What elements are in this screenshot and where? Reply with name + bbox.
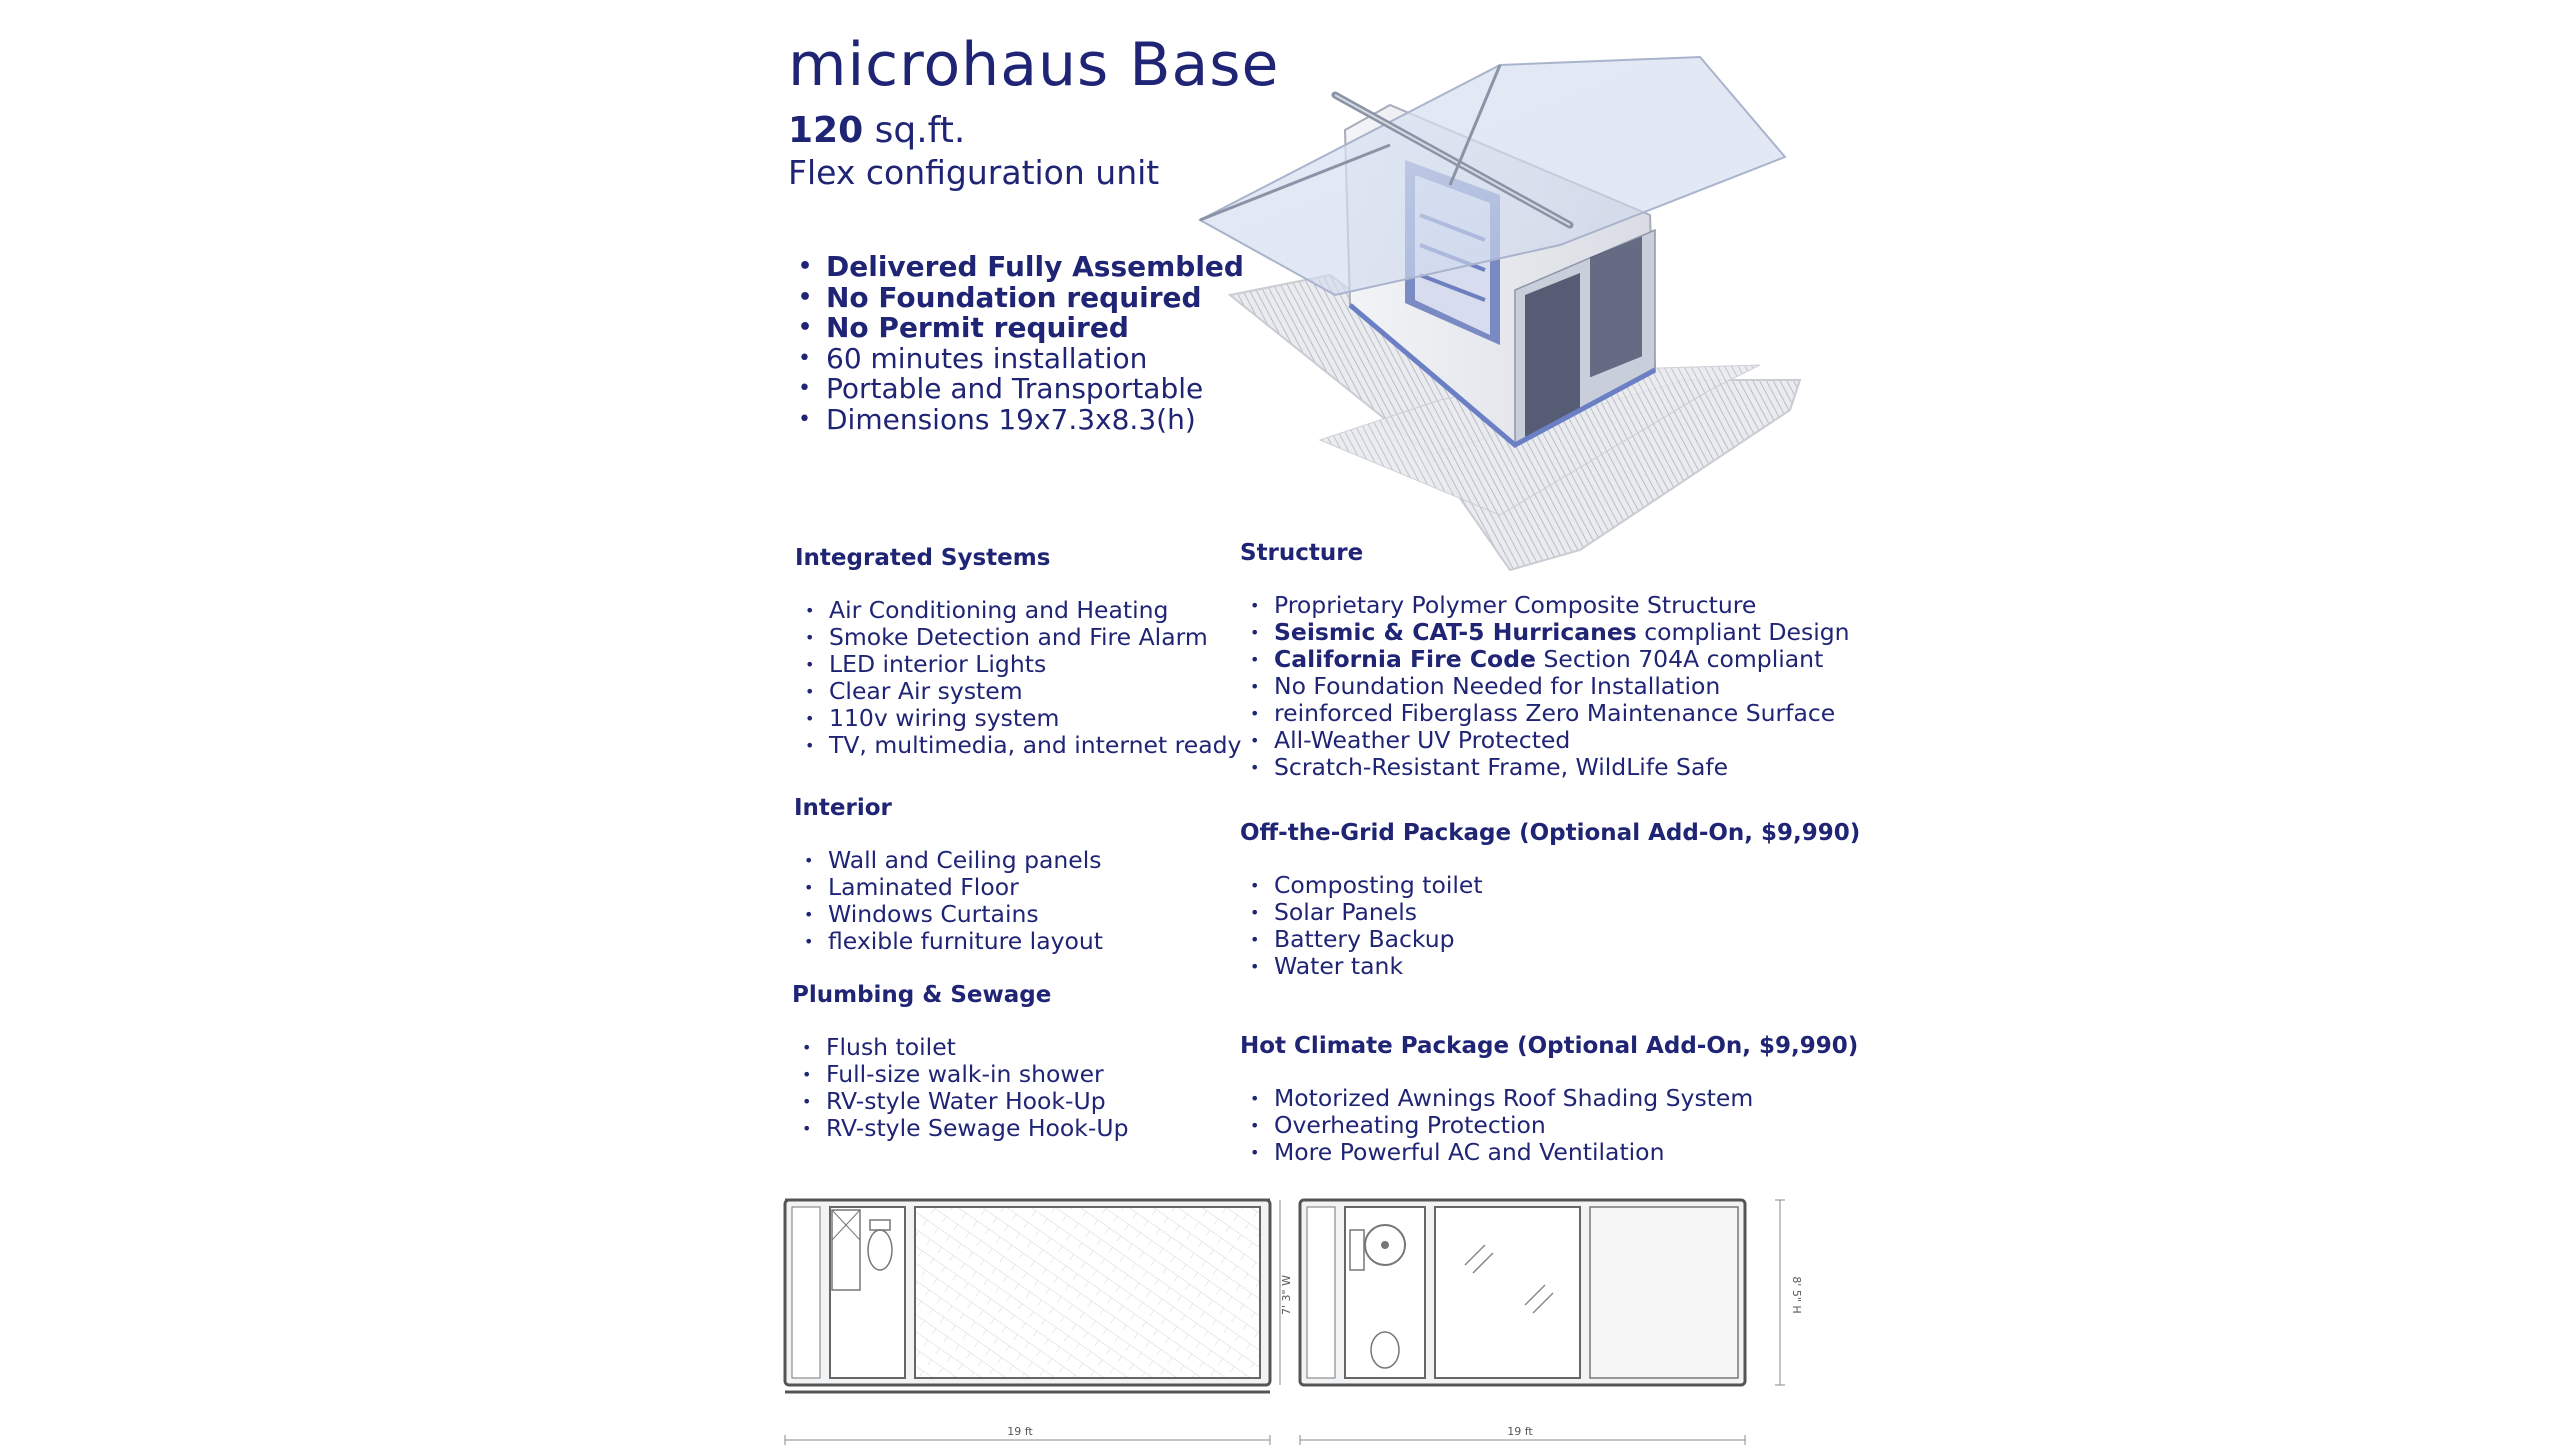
list-item: • Full-size walk-in shower xyxy=(802,1061,1129,1088)
highlight-item: • 60 minutes installation xyxy=(798,344,1244,375)
highlight-item: • No Foundation required xyxy=(798,283,1244,314)
product-subtitle: Flex configuration unit xyxy=(788,153,1160,192)
highlight-item: • No Permit required xyxy=(798,313,1244,344)
highlights-list xyxy=(798,252,1244,435)
section-heading: Plumbing & Sewage xyxy=(792,982,1052,1008)
list-item: • Flush toilet xyxy=(802,1034,1129,1061)
list-item: • LED interior Lights xyxy=(805,651,1241,678)
list-item: • reinforced Fiberglass Zero Maintenance Surface xyxy=(1250,700,1850,727)
list-item: • Proprietary Polymer Composite Structure xyxy=(1250,592,1850,619)
list-item: • 110v wiring system xyxy=(805,705,1241,732)
list-item: • Smoke Detection and Fire Alarm xyxy=(805,624,1241,651)
structure-section xyxy=(1240,540,1850,781)
unit-rendering xyxy=(1200,45,1800,580)
section-heading: Off-the-Grid Package (Optional Add-On, $9,990) xyxy=(1240,820,1861,846)
section-heading: Interior xyxy=(794,795,892,821)
list-item: • Seismic & CAT-5 Hurricanes compliant Design xyxy=(1250,619,1850,646)
list-item: • Motorized Awnings Roof Shading System xyxy=(1250,1085,1858,1112)
list-item: • More Powerful AC and Ventilation xyxy=(1250,1139,1858,1166)
highlight-item: • Delivered Fully Assembled xyxy=(798,252,1244,283)
section-heading: Hot Climate Package (Optional Add-On, $9,990) xyxy=(1240,1033,1859,1059)
list-item: • Windows Curtains xyxy=(804,901,1103,928)
list-item: • Battery Backup xyxy=(1250,926,1860,953)
list-item: • Wall and Ceiling panels xyxy=(804,847,1103,874)
list-item: • California Fire Code Section 704A compliant xyxy=(1250,646,1850,673)
list-item: • Overheating Protection xyxy=(1250,1112,1858,1139)
list-item: • Air Conditioning and Heating xyxy=(805,597,1241,624)
product-title: microhaus Base xyxy=(788,30,1280,100)
plan-length-label: 19 ft xyxy=(1007,1425,1033,1438)
off-grid-section xyxy=(1240,820,1860,980)
plumbing-section xyxy=(792,982,1129,1142)
floor-plan-left xyxy=(780,1185,1293,1455)
interior-section xyxy=(794,795,1103,955)
integrated-systems-section xyxy=(795,545,1241,759)
list-item: • TV, multimedia, and internet ready xyxy=(805,732,1241,759)
list-item: • Clear Air system xyxy=(805,678,1241,705)
highlight-item: • Dimensions 19x7.3x8.3(h) xyxy=(798,405,1244,436)
list-item: • RV-style Sewage Hook-Up xyxy=(802,1115,1129,1142)
product-size xyxy=(788,110,965,151)
plan-length-label: 19 ft xyxy=(1507,1425,1533,1438)
plan-height-label: 8' 5" H xyxy=(1790,1276,1803,1314)
highlight-item: • Portable and Transportable xyxy=(798,374,1244,405)
list-item: • Composting toilet xyxy=(1250,872,1860,899)
list-item: • Water tank xyxy=(1250,953,1860,980)
plan-width-label: 7' 3" W xyxy=(1280,1275,1293,1315)
floor-plan-right xyxy=(1295,1185,1805,1455)
list-item: • Solar Panels xyxy=(1250,899,1860,926)
list-item: • RV-style Water Hook-Up xyxy=(802,1088,1129,1115)
list-item: • flexible furniture layout xyxy=(804,928,1103,955)
section-heading: Structure xyxy=(1240,540,1364,566)
list-item: • Scratch-Resistant Frame, WildLife Safe xyxy=(1250,754,1850,781)
list-item: • All-Weather UV Protected xyxy=(1250,727,1850,754)
spec-sheet xyxy=(770,30,1861,1438)
size-value: 120 xyxy=(788,110,864,151)
hot-climate-section xyxy=(1240,1033,1858,1166)
list-item: • No Foundation Needed for Installation xyxy=(1250,673,1850,700)
list-item: • Laminated Floor xyxy=(804,874,1103,901)
size-unit: sq.ft. xyxy=(874,110,966,151)
section-heading: Integrated Systems xyxy=(795,545,1051,571)
